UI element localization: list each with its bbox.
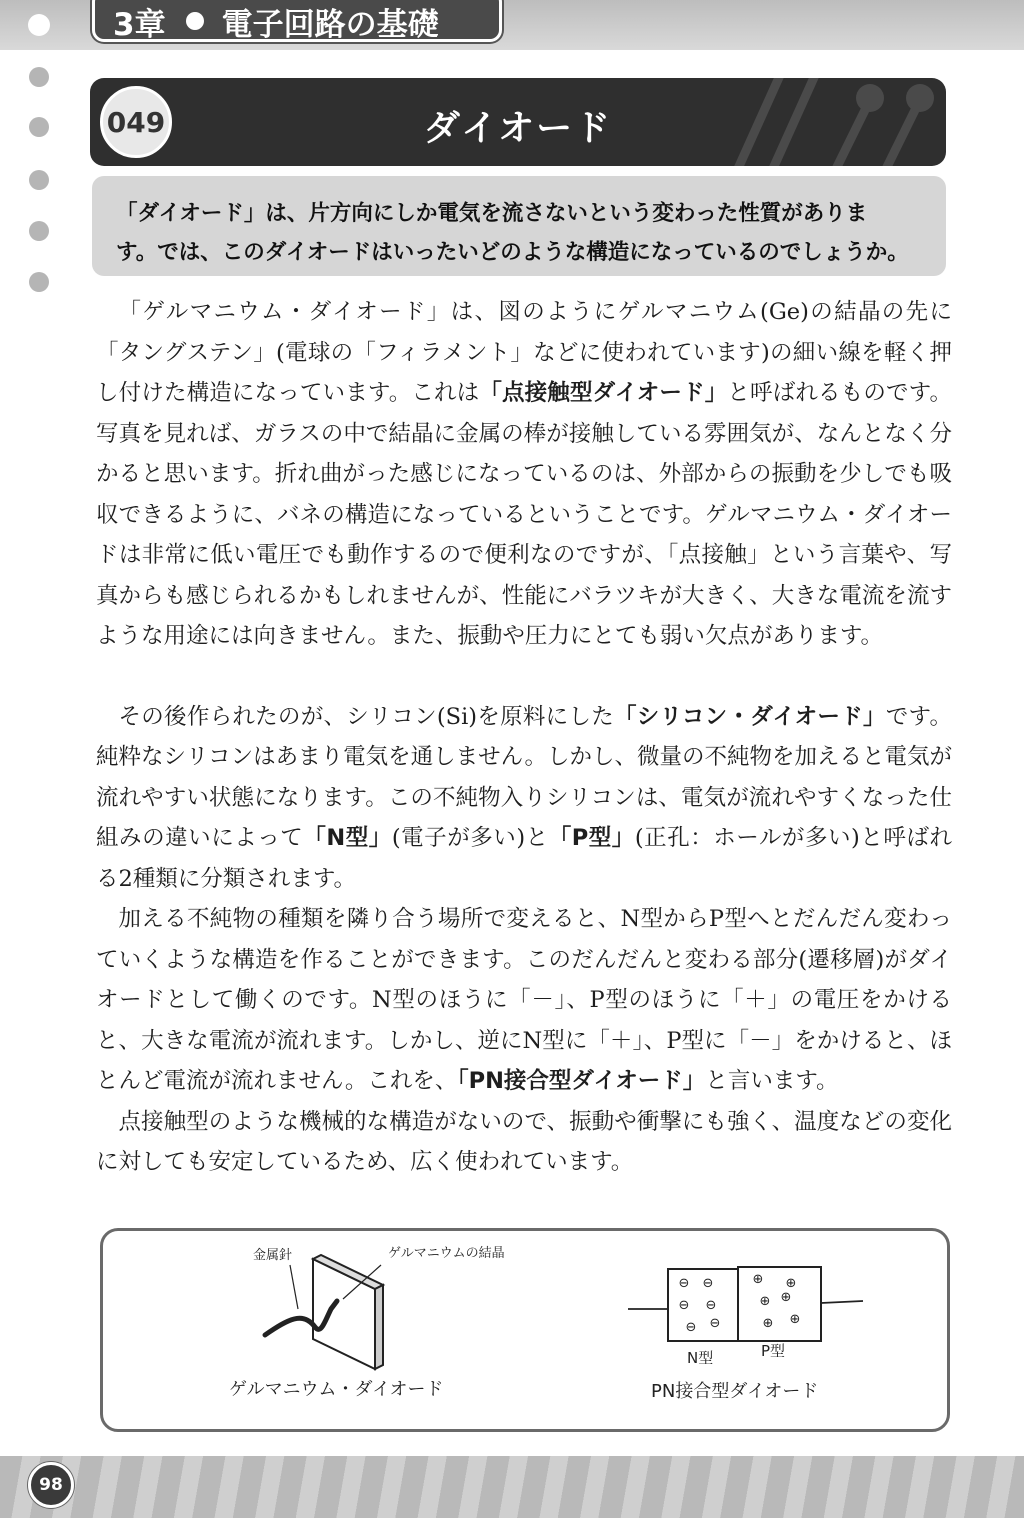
intro-box — [92, 176, 946, 276]
n-type-label: N型 — [687, 1349, 714, 1367]
figure-box — [100, 1228, 950, 1432]
text-run: と呼ばれるものです。写真を見れば、ガラスの中で結晶に金属の棒が接触している雰囲気が、なんとなく分かると思います。折れ曲がった感じになっているのは、外部からの振動を少しでも吸収できるように、バネの構造になっているということです。ゲルマニウム・ダイオードは非常に低い電圧でも動作するので便利なのですが、「点接触」という言葉や、写真からも感じられるかもしれませんが、性能にバラツキが大きく、大きな電流を流すような用途には向きません。また、振動や圧力にとても弱い欠点があります。 — [96, 380, 952, 649]
minus-icon: ⊖ — [702, 1276, 714, 1291]
section-header — [90, 78, 946, 166]
paragraph — [96, 292, 952, 657]
caption-pn: PN接合型ダイオード — [651, 1381, 819, 1402]
chapter-bullet-icon — [28, 14, 50, 36]
paragraph: 点接触型のような機械的な構造がないので、振動や衝撃にも強く、温度などの変化に対しても安定しているため、広く使われています。 — [96, 1108, 952, 1175]
paragraph — [96, 899, 952, 1102]
term-silicon-diode: 「シリコン・ダイオード」 — [614, 703, 886, 730]
minus-icon: ⊖ — [709, 1316, 721, 1331]
text-run: (電子が多い)と — [391, 825, 549, 851]
body-text — [96, 292, 952, 1183]
term-p-type: 「P型」 — [548, 825, 635, 851]
binder-hole-icon — [29, 221, 49, 241]
text-run: です。純粋なシリコンはあまり電気を通しません。しかし、微量の不純物を加えると電気が流れやすい状態になります。この不純物入りシリコンは、電気が流れやすくなった仕組みの違いによって — [96, 703, 953, 851]
binder-hole-icon — [29, 117, 49, 137]
text-run: と言います。 — [705, 1068, 839, 1094]
intro-line: 「ダイオード」は、片方向にしか電気を流さないという変わった性質がありま — [116, 201, 868, 226]
chapter-label: 3章 — [113, 6, 166, 43]
text-run: 「ゲルマニウム・ダイオード」は、図のようにゲルマニウム(Ge)の結晶の先に「タングステン」(電球の「フィラメント」などに使われています)の細い線を軽く押し付けた構造になっています。これは — [96, 299, 952, 406]
section-title: ダイオード — [423, 108, 613, 149]
page-number: 98 — [28, 1462, 74, 1508]
chapter-tab — [92, 0, 502, 42]
p-type-label: P型 — [761, 1342, 786, 1360]
caption-germanium: ゲルマニウム・ダイオード — [229, 1379, 444, 1400]
plus-icon: ⊕ — [759, 1294, 771, 1309]
term-point-contact: 「点接触型ダイオード」 — [479, 380, 728, 406]
minus-icon: ⊖ — [685, 1320, 697, 1335]
plus-icon: ⊕ — [780, 1290, 792, 1305]
minus-icon: ⊖ — [678, 1298, 690, 1313]
text-run: 加える不純物の種類を隣り合う場所で変えると、N型からP型へとだんだん変わっていくような構造を作ることができます。このだんだんと変わる部分(遷移層)がダイオードとして働くのです。N型のほうに「－」、P型のほうに「＋」の電圧をかけると、大きな電流が流れます。しかし、逆にN型に「＋」、P型に「－」をかけると、ほとんど電流が流れません。これを、 — [96, 906, 952, 1094]
label-needle: 金属針 — [253, 1248, 293, 1263]
term-pn-junction: 「PN接合型ダイオード」 — [457, 1068, 706, 1094]
plus-icon: ⊕ — [762, 1316, 774, 1331]
minus-icon: ⊖ — [678, 1276, 690, 1291]
intro-line: す。では、このダイオードはいったいどのような構造になっているのでしょうか。 — [116, 240, 909, 265]
text-run: その後作られたのが、シリコン(Si)を原料にした — [118, 703, 615, 730]
binder-hole-icon — [29, 170, 49, 190]
pn-junction-icon — [628, 1267, 863, 1367]
plus-icon: ⊕ — [789, 1312, 801, 1327]
footer-band — [0, 1456, 1024, 1518]
paragraph — [96, 697, 952, 900]
plus-icon: ⊕ — [752, 1272, 764, 1287]
binder-hole-icon — [29, 67, 49, 87]
label-crystal: ゲルマニウムの結晶 — [388, 1246, 505, 1261]
term-n-type: 「N型」 — [303, 825, 392, 851]
chapter-title: 電子回路の基礎 — [221, 6, 439, 43]
plus-icon: ⊕ — [785, 1276, 797, 1291]
binder-hole-icon — [29, 272, 49, 292]
chapter-dot-icon — [186, 12, 204, 30]
minus-icon: ⊖ — [705, 1298, 717, 1313]
text-run: (正孔：ホールが多い)と呼ばれる2種類に分類されます。 — [96, 825, 952, 892]
section-number: 049 — [100, 86, 172, 158]
